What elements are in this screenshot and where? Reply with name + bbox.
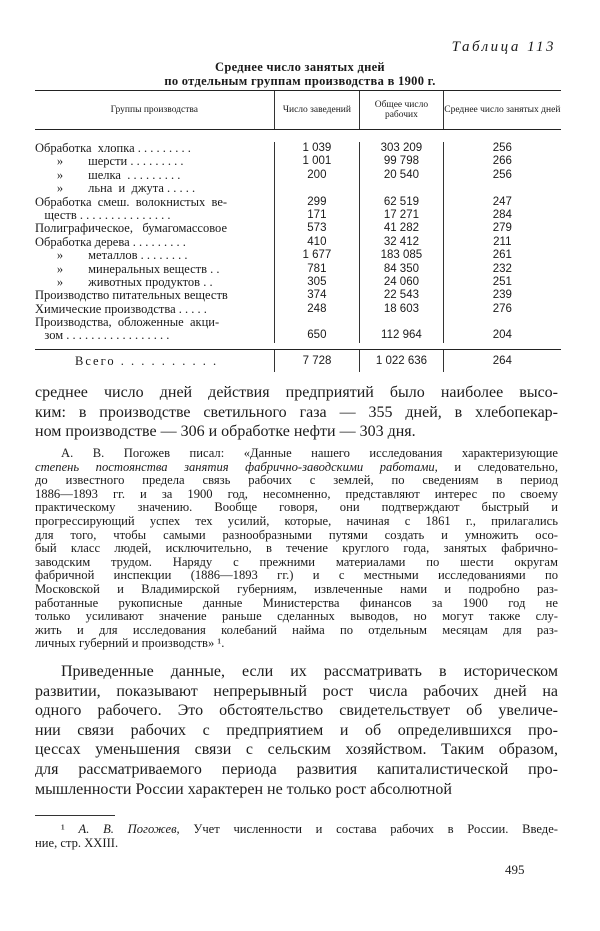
table-title xyxy=(0,60,600,88)
footnote xyxy=(35,823,558,850)
row-group: » шерсти . . . . . . . . . xyxy=(35,155,184,169)
quote-line: до известного предела связь рабочих с землей, по сведениям в период xyxy=(35,474,558,488)
row-group: Химические производства . . . . . xyxy=(35,302,207,316)
paragraph-line: ким: в производстве светильного газа — 355 дней, в хлебопекар- xyxy=(35,403,558,421)
row-workers xyxy=(359,182,443,195)
table-header xyxy=(35,91,561,129)
paragraph-1 xyxy=(35,383,558,442)
row-avg-days: 284 xyxy=(443,209,561,222)
quote-line: бый класс людей, исключительно, в течение круглого года, занятых фабрично- xyxy=(35,542,558,556)
row-avg-days: 232 xyxy=(443,263,561,276)
row-workers: 20 540 xyxy=(359,169,443,182)
row-avg-days: 256 xyxy=(443,169,561,182)
table-title-line: по отдельным группам производства в 1900 г. xyxy=(164,74,436,88)
row-group: Полиграфическое, бумагомассовое xyxy=(35,222,227,236)
row-establishments xyxy=(274,316,360,329)
row-establishments: 1 677 xyxy=(274,249,360,262)
total-workers: 1 022 636 xyxy=(359,350,442,372)
table-row xyxy=(35,155,561,168)
quote-line: 1886—1893 гг. и за 1900 год, несомненно, представляют интерес по своему xyxy=(35,487,558,501)
row-workers: 32 412 xyxy=(359,236,443,249)
row-avg-days: 247 xyxy=(443,196,561,209)
footnote-mark: ¹ xyxy=(61,823,65,836)
quote-lines xyxy=(35,474,558,651)
header-workers: Общее число рабочих xyxy=(359,91,443,129)
row-group: » животных продуктов . . xyxy=(35,275,213,289)
quote-line: только усиливают значение раньше сделанных выводов, но могут также слу- xyxy=(35,610,558,624)
table-row xyxy=(35,142,561,155)
quote-line: заводским трудом. Наряду с прежними материалами по шести округам xyxy=(35,555,558,569)
paragraph-line: среднее число дней действия предприятий было наиболее высо- xyxy=(35,384,558,401)
paragraph-line: ном производстве — 306 и обработке нефти — 303 дня. xyxy=(35,423,416,441)
header-avg-days: Среднее число занятых дней xyxy=(443,91,561,129)
row-workers: 84 350 xyxy=(359,263,443,276)
quote-italic-text: степень постоянства занятия фабрично-заводскими работами, xyxy=(35,460,438,474)
row-workers: 17 271 xyxy=(359,209,443,222)
data-table xyxy=(35,90,561,372)
row-group: ществ . . . . . . . . . . . . . . . xyxy=(35,208,171,222)
row-establishments: 410 xyxy=(274,236,360,249)
row-avg-days: 276 xyxy=(443,303,561,316)
table-row xyxy=(35,209,561,222)
paragraph-line: нии связи рабочих с предприятием и об определившихся про- xyxy=(35,721,558,739)
row-establishments: 305 xyxy=(274,276,360,289)
row-establishments: 200 xyxy=(274,169,360,182)
table-total-row xyxy=(35,350,561,372)
table-row xyxy=(35,316,561,329)
header-groups: Группы производства xyxy=(110,105,198,115)
paragraph-line: цессах уменьшения связи с сельским хозяйством. Таким образом, xyxy=(35,741,558,759)
row-group: Обработка смеш. волокнистых ве- xyxy=(35,195,228,209)
row-establishments: 171 xyxy=(274,209,360,222)
quote-line: А. В. Погожев писал: «Данные нашего исследования характеризующие xyxy=(61,447,558,460)
paragraph-line: развитии, показывают непрерывный рост числа рабочих дней на xyxy=(35,682,558,700)
table-row xyxy=(35,222,561,235)
footnote-line: ние, стр. XXIII. xyxy=(35,836,119,850)
row-group: Обработка дерева . . . . . . . . . xyxy=(35,235,186,249)
quote-line: для того, чтобы самыми разнообразными путями создать и умножить осо- xyxy=(35,528,558,542)
row-group: Производства, обложенные акци- xyxy=(35,316,220,330)
paragraph-line: одного рабочего. Это обстоятельство свидетельствует об увеличе- xyxy=(35,702,558,720)
quote-line: личных губерний и производств» ¹. xyxy=(35,637,225,651)
row-workers: 183 085 xyxy=(359,249,443,262)
quote-line: фабричной инспекции (1886—1893 гг.) и с местными исследованиями по xyxy=(35,569,558,583)
row-avg-days: 279 xyxy=(443,222,561,235)
row-workers xyxy=(359,316,443,329)
row-group: » шелка . . . . . . . . . xyxy=(35,168,181,182)
row-workers: 112 964 xyxy=(359,329,443,342)
row-establishments: 299 xyxy=(274,196,360,209)
table-title-line: Среднее число занятых дней xyxy=(215,60,385,74)
row-establishments: 1 001 xyxy=(274,155,360,168)
table-row xyxy=(35,276,561,289)
row-workers: 303 209 xyxy=(359,142,443,155)
row-workers: 22 543 xyxy=(359,289,443,302)
quote-line: жить и для исследования колебаний найма по отдельным месяцам для раз- xyxy=(35,623,558,637)
table-row xyxy=(35,249,561,262)
row-workers: 24 060 xyxy=(359,276,443,289)
row-group: » льна и джута . . . . . xyxy=(35,182,196,196)
row-avg-days: 251 xyxy=(443,276,561,289)
row-establishments xyxy=(274,182,360,195)
page-number: 495 xyxy=(505,862,525,877)
total-avg-days: 264 xyxy=(443,350,561,372)
table-row xyxy=(35,182,561,195)
total-label: Всего . . . . . . . . . . xyxy=(75,353,219,368)
row-group: » металлов . . . . . . . . xyxy=(35,249,188,263)
row-avg-days: 261 xyxy=(443,249,561,262)
row-workers: 99 798 xyxy=(359,155,443,168)
quote-line xyxy=(35,461,558,475)
total-establishments: 7 728 xyxy=(274,350,359,372)
row-establishments: 1 039 xyxy=(274,142,360,155)
table-row xyxy=(35,196,561,209)
table-row xyxy=(35,263,561,276)
table-row xyxy=(35,169,561,182)
footnote-author: А. В. Погожев, xyxy=(78,823,180,836)
header-establishments: Число заведений xyxy=(274,91,360,129)
row-group: Обработка хлопка . . . . . . . . . xyxy=(35,142,191,155)
row-avg-days: 239 xyxy=(443,289,561,302)
footnote-text: Учет численности и состава рабочих в России. Введе- xyxy=(179,823,558,836)
footnote-line xyxy=(35,823,558,837)
row-workers: 18 603 xyxy=(359,303,443,316)
quote-line: Московской и Владимирской губерниям, извлеченные нами и подробно раз- xyxy=(35,582,558,596)
quote-line: прогрессирующий успех тех усилий, которые, начиная с 1861 г., прилагались xyxy=(35,514,558,528)
row-establishments: 374 xyxy=(274,289,360,302)
row-workers: 62 519 xyxy=(359,196,443,209)
paragraph-line: мышленности России характерен не только рост абсолютной xyxy=(35,780,452,798)
paragraph-line: для рассматриваемого периода развития капиталистической про- xyxy=(35,760,558,778)
table-row xyxy=(35,289,561,302)
quote-line: практическому значению. Вообще говоря, они подтверждают быстрый и xyxy=(35,501,558,515)
table-body xyxy=(35,130,561,349)
table-number-label: Таблица 113 xyxy=(451,39,556,55)
paragraph-line: Приведенные данные, если их рассматривать в историческом xyxy=(61,663,558,680)
footnote-rule xyxy=(35,815,115,816)
quote-text: и следовательно, xyxy=(437,460,558,474)
row-establishments: 573 xyxy=(274,222,360,235)
table-row xyxy=(35,303,561,316)
table-row xyxy=(35,329,561,342)
row-avg-days xyxy=(443,316,561,329)
table-row xyxy=(35,236,561,249)
row-avg-days: 204 xyxy=(443,329,561,342)
row-group: Производство питательных веществ xyxy=(35,289,228,303)
row-establishments: 650 xyxy=(274,329,360,342)
quote-line: работанные рукописные данные Министерства финансов за 1900 год не xyxy=(35,596,558,610)
row-group: зом . . . . . . . . . . . . . . . . . xyxy=(35,329,170,343)
row-group: » минеральных веществ . . xyxy=(35,262,220,276)
row-workers: 41 282 xyxy=(359,222,443,235)
row-avg-days xyxy=(443,182,561,195)
row-avg-days: 211 xyxy=(443,236,561,249)
quote-paragraph xyxy=(35,447,558,651)
paragraph-2 xyxy=(35,662,558,799)
row-avg-days: 266 xyxy=(443,155,561,168)
row-establishments: 781 xyxy=(274,263,360,276)
row-avg-days: 256 xyxy=(443,142,561,155)
row-establishments: 248 xyxy=(274,303,360,316)
